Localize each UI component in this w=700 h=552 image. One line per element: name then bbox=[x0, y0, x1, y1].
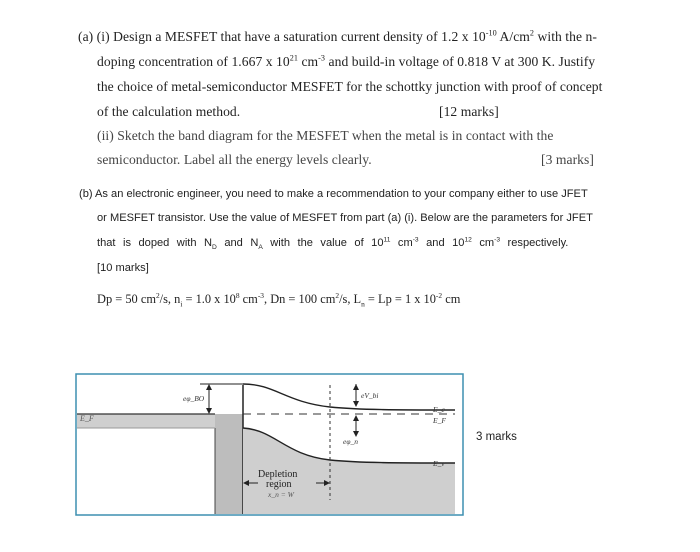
text: and N bbox=[216, 237, 259, 249]
text: , Dn = 100 cm bbox=[264, 292, 336, 306]
exponent: 2 bbox=[529, 28, 535, 38]
exponent: -3 bbox=[318, 53, 326, 63]
subscript: A bbox=[258, 244, 263, 252]
text: /s, L bbox=[339, 292, 362, 306]
question-a-i-line-4: of the calculation method. bbox=[97, 104, 241, 119]
question-b-line-1: (b) As an electronic engineer, you need to make a recommendation to your company either to use JFET bbox=[79, 188, 588, 200]
label-ef-right: E_F bbox=[433, 416, 446, 425]
text: that is doped with N bbox=[97, 237, 213, 249]
subscript: D bbox=[212, 244, 217, 252]
subscript: i bbox=[180, 299, 183, 309]
text: /s, n bbox=[159, 292, 181, 306]
question-a-ii-line-1: (ii) Sketch the band diagram for the MESFET when the metal is in contact with the bbox=[97, 128, 554, 143]
text: with the value of 10 bbox=[262, 237, 384, 249]
exponent: 8 bbox=[235, 290, 240, 300]
exponent: -3 bbox=[412, 236, 419, 244]
label-ev: E_v bbox=[433, 459, 445, 468]
exponent: -3 bbox=[494, 236, 501, 244]
text: cm bbox=[390, 237, 413, 249]
question-b-line-4: [10 marks] bbox=[97, 262, 149, 274]
text: respectively. bbox=[500, 237, 569, 249]
label-v-bi: eV_bi bbox=[361, 391, 379, 400]
exponent: 12 bbox=[464, 236, 472, 244]
label-depletion-1: Depletion bbox=[258, 469, 298, 480]
text: cm bbox=[298, 54, 319, 69]
text: Dp = 50 cm bbox=[97, 292, 156, 306]
subscript: n bbox=[361, 299, 365, 309]
label-ef-left: E_F bbox=[80, 414, 94, 423]
text: (a) (i) Design a MESFET that have a saturation current density of 1.2 x 10 bbox=[78, 29, 486, 44]
metal-fill bbox=[77, 414, 215, 428]
label-phi-n: eφ_n bbox=[343, 437, 358, 446]
text: cm bbox=[442, 292, 461, 306]
side-marks: 3 marks bbox=[476, 431, 517, 443]
exponent: -2 bbox=[435, 290, 443, 300]
text: and build-in voltage of 0.818 V at 300 K. Justify bbox=[325, 54, 596, 69]
exponent: 11 bbox=[383, 236, 391, 244]
exponent: -3 bbox=[257, 290, 264, 300]
label-depletion-2: region bbox=[266, 479, 292, 490]
question-b-line-2: or MESFET transistor. Use the value of MESFET from part (a) (i). Below are the parameters for JFET bbox=[97, 212, 593, 224]
text: doping concentration of 1.667 x 10 bbox=[97, 54, 290, 69]
question-a-ii-line-2: semiconductor. Label all the energy levels clearly. bbox=[97, 152, 372, 167]
exponent: -10 bbox=[485, 28, 497, 38]
text: A/cm bbox=[496, 29, 530, 44]
question-a-ii-marks: [3 marks] bbox=[541, 152, 594, 167]
text: = Lp = 1 x 10 bbox=[364, 292, 436, 306]
text: cm bbox=[471, 237, 495, 249]
label-phi-bo: eφ_BO bbox=[183, 394, 205, 403]
label-depletion-3: x_n = W bbox=[268, 490, 294, 499]
exponent: 2 bbox=[335, 290, 340, 300]
label-ec: E_c bbox=[433, 405, 445, 414]
question-a-i-line-3: the choice of metal-semiconductor MESFET for the schottky junction with proof of concept bbox=[97, 79, 603, 94]
text: cm bbox=[239, 292, 258, 306]
metal-fill-lower bbox=[215, 414, 243, 514]
text: with the n- bbox=[534, 29, 597, 44]
question-a-i-marks: [12 marks] bbox=[439, 104, 499, 119]
exponent: 21 bbox=[289, 53, 298, 63]
text: and 10 bbox=[418, 237, 465, 249]
exponent: 2 bbox=[155, 290, 160, 300]
text: = 1.0 x 10 bbox=[182, 292, 236, 306]
